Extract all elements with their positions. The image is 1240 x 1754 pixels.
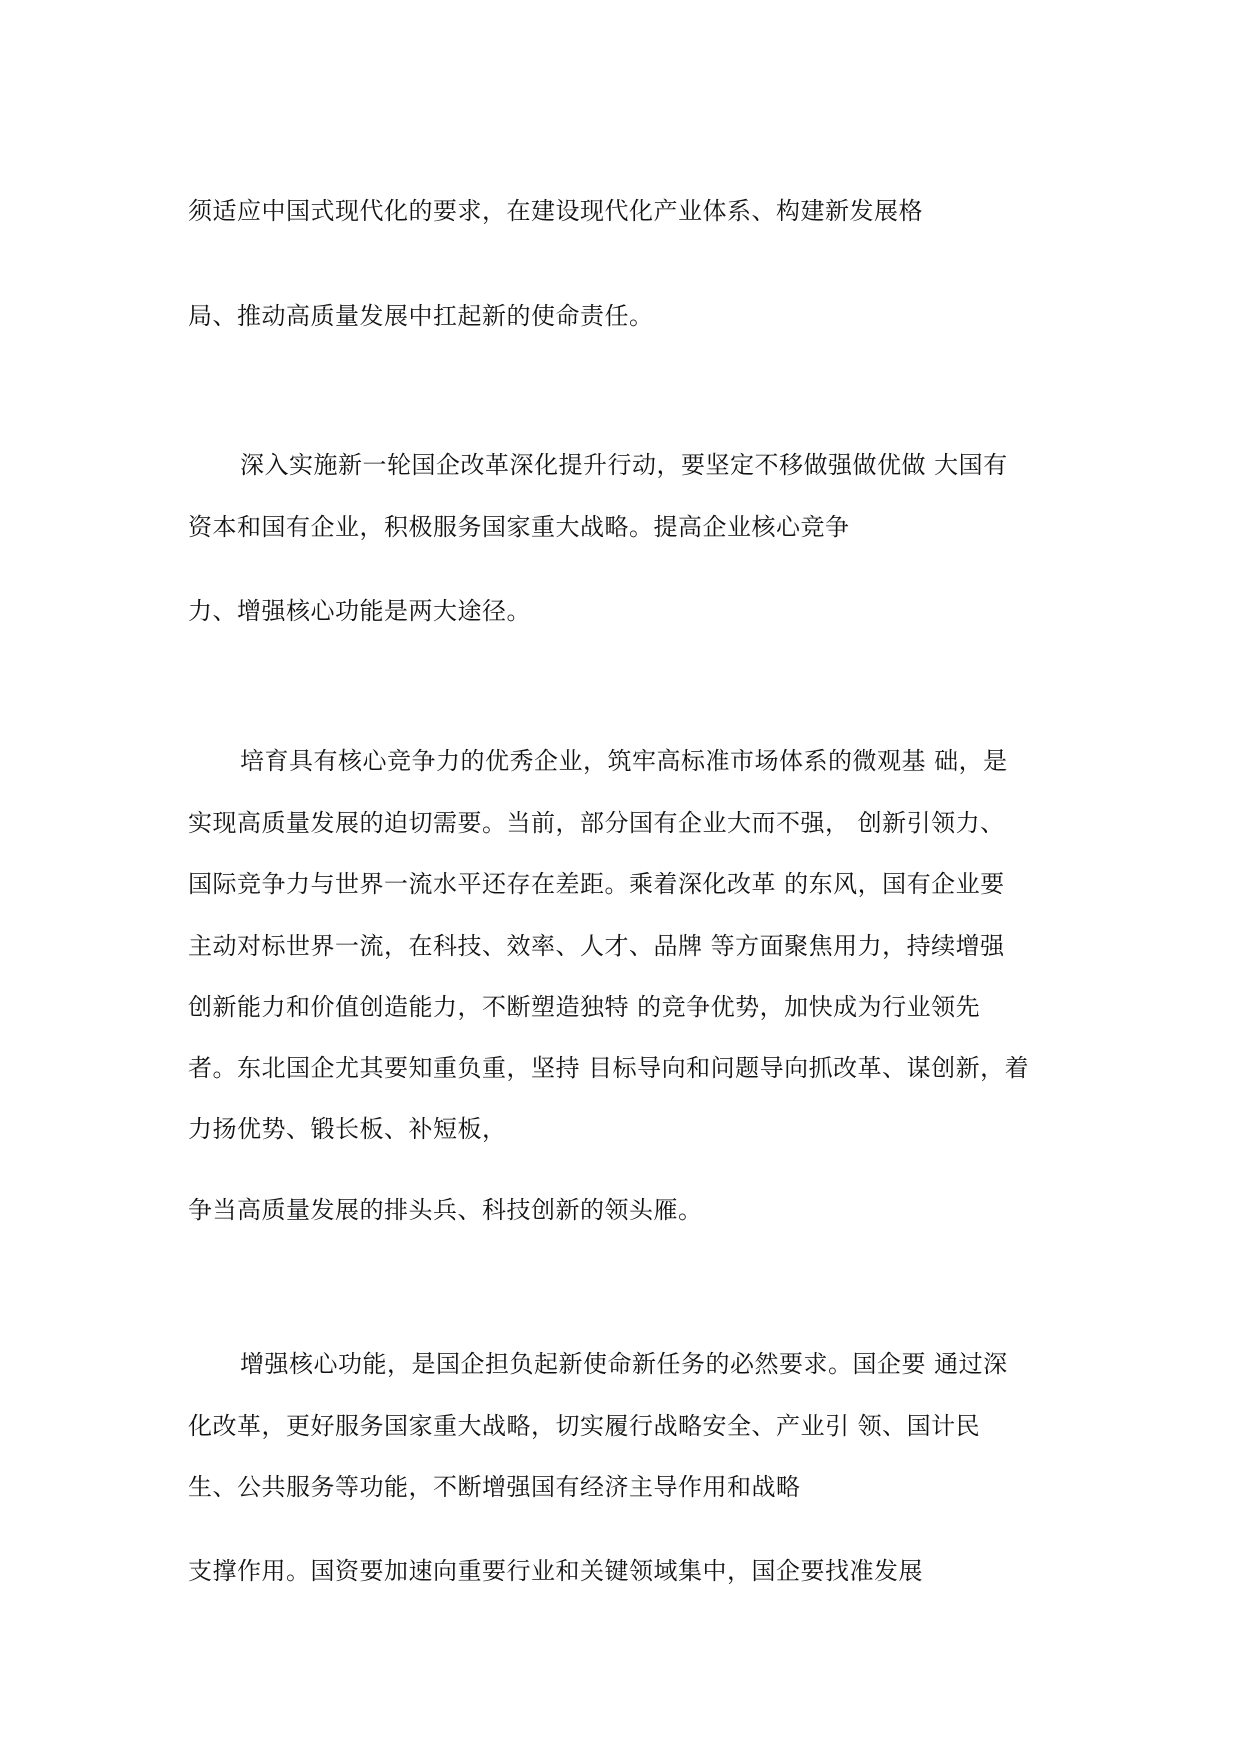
paragraph-first-line: 增强核心功能，是国企担负起新使命新任务的必然要求。国企要 通过深 bbox=[240, 1350, 1008, 1378]
text-line: 争当高质量发展的排头兵、科技创新的领头雁。 bbox=[188, 1196, 703, 1224]
text-line: 力、增强核心功能是两大途径。 bbox=[188, 597, 531, 625]
text-line: 者。东北国企尤其要知重负重，坚持 目标导向和问题导向抓改革、谋创新，着 bbox=[188, 1054, 1030, 1082]
paragraph-first-line: 深入实施新一轮国企改革深化提升行动，要坚定不移做强做优做 大国有 bbox=[240, 451, 1008, 479]
text-line: 化改革，更好服务国家重大战略，切实履行战略安全、产业引 领、国计民 bbox=[188, 1412, 981, 1440]
paragraph-first-line: 培育具有核心竞争力的优秀企业，筑牢高标准市场体系的微观基 础，是 bbox=[240, 747, 1008, 775]
text-line: 须适应中国式现代化的要求，在建设现代化产业体系、构建新发展格 bbox=[188, 197, 923, 225]
text-line: 力扬优势、锻长板、补短板， bbox=[188, 1115, 507, 1143]
text-line: 支撑作用。国资要加速向重要行业和关键领域集中，国企要找准发展 bbox=[188, 1557, 923, 1585]
text-line: 创新能力和价值创造能力，不断塑造独特 的竞争优势，加快成为行业领先 bbox=[188, 993, 981, 1021]
text-line: 生、公共服务等功能，不断增强国有经济主导作用和战略 bbox=[188, 1473, 801, 1501]
text-line: 主动对标世界一流，在科技、效率、人才、品牌 等方面聚焦用力，持续增强 bbox=[188, 932, 1005, 960]
text-line: 实现高质量发展的迫切需要。当前，部分国有企业大而不强， 创新引领力、 bbox=[188, 809, 1005, 837]
text-line: 局、推动高质量发展中扛起新的使命责任。 bbox=[188, 302, 654, 330]
text-line: 资本和国有企业，积极服务国家重大战略。提高企业核心竞争 bbox=[188, 513, 850, 541]
text-line: 国际竞争力与世界一流水平还存在差距。乘着深化改革 的东风，国有企业要 bbox=[188, 870, 1005, 898]
